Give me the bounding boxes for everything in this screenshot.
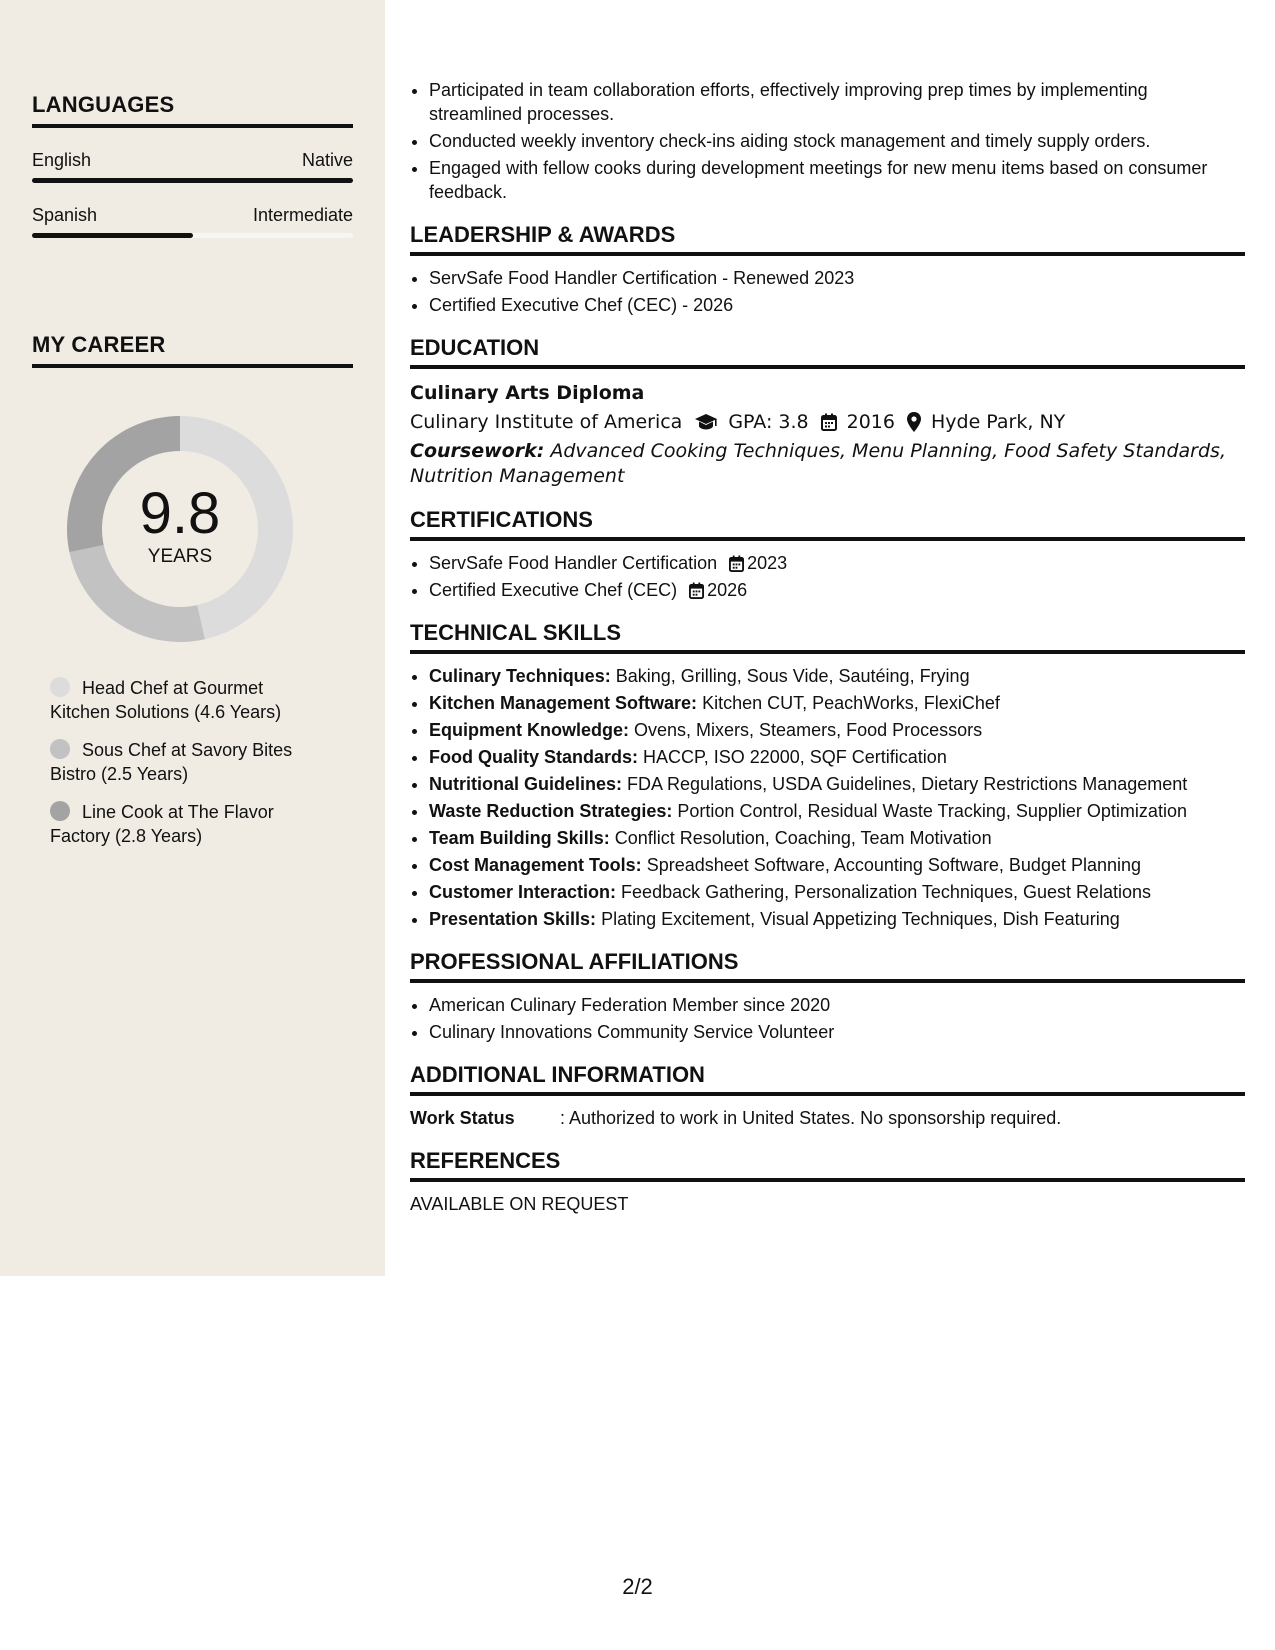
education-school: Culinary Institute of America	[410, 411, 683, 433]
education-details	[410, 407, 1245, 437]
skill-item	[429, 853, 1245, 877]
calendar-icon	[689, 580, 707, 600]
certification-name: ServSafe Food Handler Certification	[429, 553, 718, 573]
skill-label: Equipment Knowledge:	[429, 720, 629, 740]
language-row	[32, 150, 353, 170]
leadership-item: • ServSafe Food Handler Certification - Renewed 2023	[429, 266, 1245, 290]
languages-section	[32, 92, 353, 238]
skills-section	[410, 620, 1245, 931]
skill-item	[429, 907, 1245, 931]
skill-label: Culinary Techniques:	[429, 666, 611, 686]
experience-bullet: • Engaged with fellow cooks during development meetings for new menu items based on consumer feedback.	[429, 156, 1245, 204]
skill-item	[429, 826, 1245, 850]
skill-label: Customer Interaction:	[429, 882, 617, 902]
language-name: Spanish	[32, 205, 98, 225]
languages-list	[32, 150, 353, 238]
coursework-label: Coursework:	[410, 440, 545, 462]
skill-label: Kitchen Management Software:	[429, 693, 698, 713]
skill-value: Portion Control, Residual Waste Tracking, Supplier Optimization	[677, 801, 1187, 821]
affiliations-list	[410, 993, 1245, 1044]
education-section	[410, 335, 1245, 489]
career-legend-item	[50, 738, 310, 786]
career-total-value: 9.8	[139, 481, 221, 546]
certification-date	[729, 553, 787, 573]
language-row	[32, 205, 353, 225]
main-content	[410, 78, 1245, 1216]
language-name: English	[32, 150, 92, 170]
experience-bullet: • Conducted weekly inventory check-ins aiding stock management and timely supply orders.	[429, 129, 1245, 153]
calendar-icon	[729, 553, 747, 573]
skill-value: Baking, Grilling, Sous Vide, Sautéing, Frying	[615, 666, 970, 686]
certification-year: 2026	[707, 580, 748, 600]
skill-label: Food Quality Standards:	[429, 747, 639, 767]
leadership-item: • Certified Executive Chef (CEC) - 2026	[429, 293, 1245, 317]
affiliation-item: • American Culinary Federation Member since 2020	[429, 993, 1245, 1017]
skill-label: Cost Management Tools:	[429, 855, 642, 875]
career-section	[32, 332, 353, 368]
work-status-value: : Authorized to work in United States. No sponsorship required.	[560, 1108, 1062, 1128]
skill-item	[429, 772, 1245, 796]
skill-value: Ovens, Mixers, Steamers, Food Processors	[634, 720, 983, 740]
skill-label: Presentation Skills:	[429, 909, 597, 929]
career-total-unit: YEARS	[147, 546, 213, 567]
skill-value: Kitchen CUT, PeachWorks, FlexiChef	[702, 693, 1000, 713]
references-title: REFERENCES	[410, 1148, 1245, 1182]
skill-value: Plating Excitement, Visual Appetizing Techniques, Dish Featuring	[601, 909, 1120, 929]
languages-heading: LANGUAGES	[32, 92, 353, 128]
language-proficiency-bar	[32, 178, 353, 183]
language-proficiency-bar	[32, 233, 353, 238]
career-heading: MY CAREER	[32, 332, 353, 368]
graduation-cap-icon	[694, 413, 718, 431]
leadership-section	[410, 222, 1245, 317]
additional-title: ADDITIONAL INFORMATION	[410, 1062, 1245, 1096]
education-degree: Culinary Arts Diploma	[410, 382, 645, 404]
certifications-section	[410, 507, 1245, 602]
education-coursework	[410, 439, 1245, 489]
affiliations-title: PROFESSIONAL AFFILIATIONS	[410, 949, 1245, 983]
education-location: Hyde Park, NY	[930, 411, 1066, 433]
work-status-label: Work Status	[410, 1108, 515, 1128]
experience-bullet: • Participated in team collaboration efforts, effectively improving prep times by implementing streamlined processes.	[429, 78, 1245, 126]
skill-label: Team Building Skills:	[429, 828, 610, 848]
career-donut-chart	[66, 415, 294, 643]
references-text: AVAILABLE ON REQUEST	[410, 1194, 629, 1214]
skills-title: TECHNICAL SKILLS	[410, 620, 1245, 654]
career-total	[66, 415, 294, 643]
skill-value: HACCP, ISO 22000, SQF Certification	[643, 747, 947, 767]
certifications-list	[410, 551, 1245, 602]
work-status-row	[410, 1106, 1245, 1130]
leadership-title: LEADERSHIP & AWARDS	[410, 222, 1245, 256]
career-legend-label: Head Chef at Gourmet Kitchen Solutions (4.6 Years)	[50, 678, 282, 722]
career-legend-dot	[50, 677, 70, 697]
career-legend-dot	[50, 801, 70, 821]
career-legend-label: Sous Chef at Savory Bites Bistro (2.5 Years)	[50, 740, 293, 784]
skill-label: Nutritional Guidelines:	[429, 774, 623, 794]
certification-item	[429, 551, 1245, 575]
language-level: Native	[301, 150, 353, 170]
skill-item	[429, 691, 1245, 715]
skill-label: Waste Reduction Strategies:	[429, 801, 673, 821]
location-pin-icon	[907, 412, 921, 432]
certification-date	[689, 580, 747, 600]
career-legend	[50, 676, 310, 862]
skill-item	[429, 880, 1245, 904]
skill-item	[429, 718, 1245, 742]
certifications-title: CERTIFICATIONS	[410, 507, 1245, 541]
certification-name: Certified Executive Chef (CEC)	[429, 580, 678, 600]
additional-section	[410, 1062, 1245, 1130]
skill-value: Spreadsheet Software, Accounting Software, Budget Planning	[646, 855, 1142, 875]
affiliations-section	[410, 949, 1245, 1044]
leadership-list	[410, 266, 1245, 317]
skill-item	[429, 799, 1245, 823]
skill-value: FDA Regulations, USDA Guidelines, Dietary Restrictions Management	[627, 774, 1188, 794]
skill-value: Feedback Gathering, Personalization Techniques, Guest Relations	[621, 882, 1152, 902]
certification-item	[429, 578, 1245, 602]
career-legend-dot	[50, 739, 70, 759]
language-proficiency-fill	[32, 233, 193, 238]
skill-value: Conflict Resolution, Coaching, Team Motivation	[614, 828, 992, 848]
career-legend-label: Line Cook at The Flavor Factory (2.8 Years)	[50, 802, 274, 846]
skill-item	[429, 664, 1245, 688]
career-legend-item	[50, 800, 310, 848]
education-gpa: GPA: 3.8	[728, 411, 809, 433]
experience-bullets	[410, 78, 1245, 204]
language-proficiency-fill	[32, 178, 353, 183]
sidebar	[0, 0, 385, 1276]
affiliation-item: • Culinary Innovations Community Service Volunteer	[429, 1020, 1245, 1044]
career-legend-item	[50, 676, 310, 724]
references-section	[410, 1148, 1245, 1216]
skill-item	[429, 745, 1245, 769]
coursework-text: Advanced Cooking Techniques, Menu Planning, Food Safety Standards, Nutrition Management	[410, 440, 1226, 487]
page-number: 2/2	[622, 1574, 653, 1599]
education-title: EDUCATION	[410, 335, 1245, 369]
education-year: 2016	[846, 411, 895, 433]
calendar-icon	[821, 413, 837, 431]
language-level: Intermediate	[252, 205, 353, 225]
certification-year: 2023	[747, 553, 788, 573]
skills-list	[410, 664, 1245, 931]
